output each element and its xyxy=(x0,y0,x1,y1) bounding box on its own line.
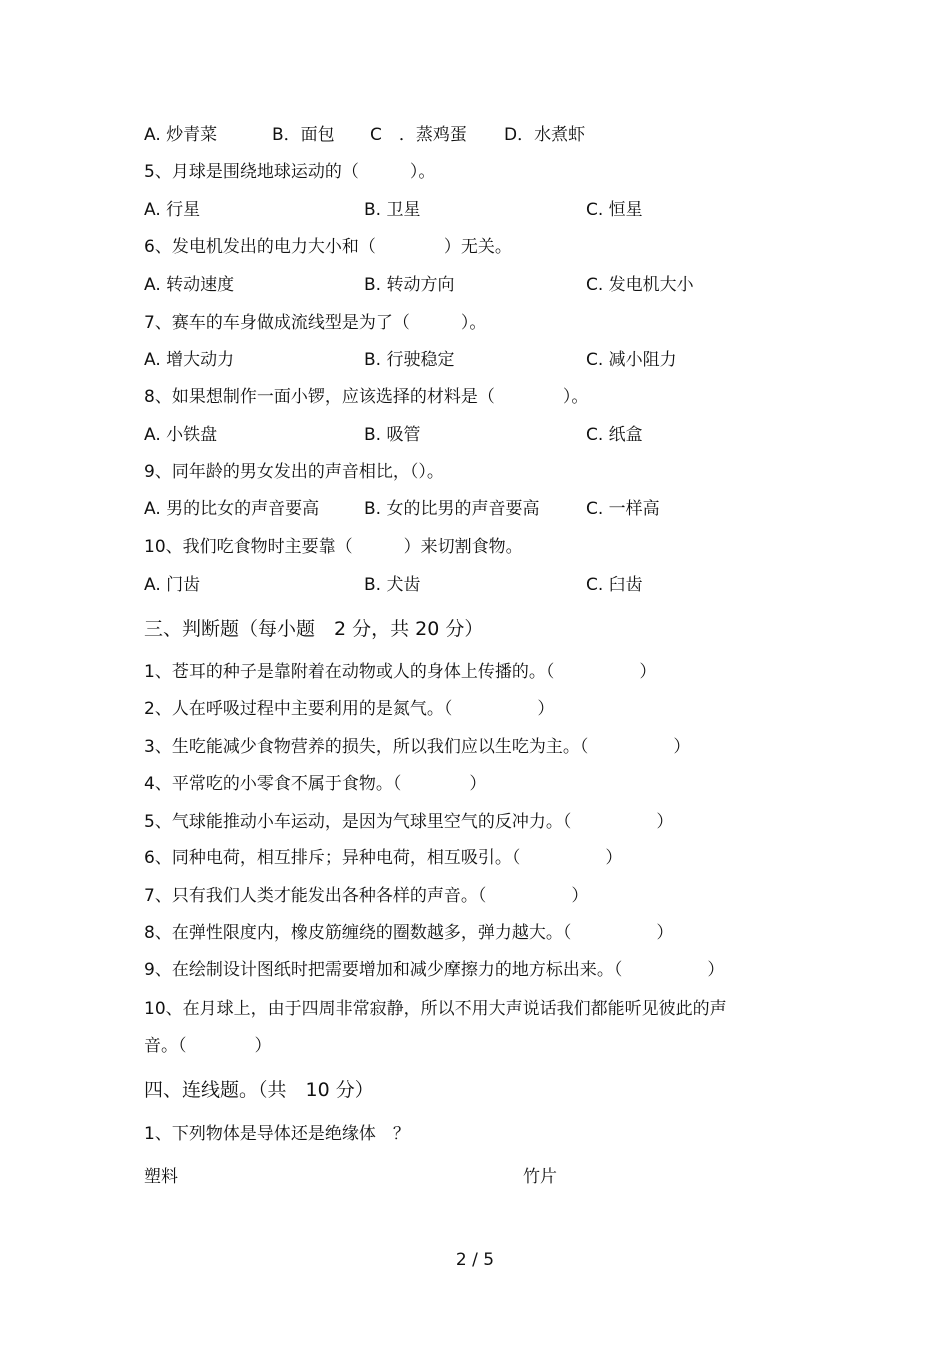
q8-option-c: C. 纸盒 xyxy=(586,425,643,445)
judge-item-1: 1、苍耳的种子是靠附着在动物或人的身体上传播的。（ ） xyxy=(144,662,657,682)
section-4-title: 四、连线题。（共 10 分） xyxy=(144,1079,374,1101)
match-question: 1、下列物体是导体还是绝缘体 ？ xyxy=(144,1124,410,1144)
judge-item-6: 6、同种电荷，相互排斥；异种电荷，相互吸引。（ ） xyxy=(144,848,623,868)
question-10: 10、我们吃食物时主要靠（ ）来切割食物。 xyxy=(144,537,523,557)
judge-item-8: 8、在弹性限度内，橡皮筋缠绕的圈数越多，弹力越大。（ ） xyxy=(144,923,674,943)
page-number: 2 / 5 xyxy=(455,1250,495,1270)
q4-option-b: B．面包 xyxy=(272,125,335,145)
question-8: 8、如果想制作一面小锣，应该选择的材料是（ ）。 xyxy=(144,387,589,407)
q8-option-b: B. 吸管 xyxy=(364,425,421,445)
q9-option-a: A. 男的比女的声音要高 xyxy=(144,499,320,519)
q4-option-c: C ．蒸鸡蛋 xyxy=(370,125,467,145)
q9-option-b: B. 女的比男的声音要高 xyxy=(364,499,540,519)
q6-option-a: A. 转动速度 xyxy=(144,275,235,295)
judge-item-5: 5、气球能推动小车运动，是因为气球里空气的反冲力。（ ） xyxy=(144,812,674,832)
q10-option-a: A. 门齿 xyxy=(144,575,201,595)
match-left-item: 塑料 xyxy=(144,1167,178,1187)
judge-item-7: 7、只有我们人类才能发出各种各样的声音。（ ） xyxy=(144,886,589,906)
q9-option-c: C. 一样高 xyxy=(586,499,660,519)
match-right-item: 竹片 xyxy=(523,1167,557,1187)
judge-item-3: 3、生吃能减少食物营养的损失，所以我们应以生吃为主。（ ） xyxy=(144,737,691,757)
q4-option-a: A. 炒青菜 xyxy=(144,125,218,145)
q5-option-c: C. 恒星 xyxy=(586,200,643,220)
question-6: 6、发电机发出的电力大小和（ ）无关。 xyxy=(144,237,512,257)
judge-item-10: 10、在月球上，由于四周非常寂静，所以不用大声说话我们都能听见彼此的声 xyxy=(144,999,727,1019)
q7-option-c: C. 减小阻力 xyxy=(586,350,677,370)
q4-option-d: D．水煮虾 xyxy=(504,125,586,145)
question-5: 5、月球是围绕地球运动的（ ）。 xyxy=(144,162,436,182)
q7-option-a: A. 增大动力 xyxy=(144,350,235,370)
judge-item-2: 2、人在呼吸过程中主要利用的是氮气。（ ） xyxy=(144,699,555,719)
q5-option-b: B. 卫星 xyxy=(364,200,421,220)
q5-option-a: A. 行星 xyxy=(144,200,201,220)
question-9: 9、同年龄的男女发出的声音相比，（）。 xyxy=(144,462,444,482)
judge-item-9: 9、在绘制设计图纸时把需要增加和减少摩擦力的地方标出来。（ ） xyxy=(144,960,725,980)
q7-option-b: B. 行驶稳定 xyxy=(364,350,455,370)
question-7: 7、赛车的车身做成流线型是为了（ ）。 xyxy=(144,313,487,333)
q10-option-c: C. 臼齿 xyxy=(586,575,643,595)
q6-option-c: C. 发电机大小 xyxy=(586,275,694,295)
q10-option-b: B. 犬齿 xyxy=(364,575,421,595)
q6-option-b: B. 转动方向 xyxy=(364,275,455,295)
judge-item-10-cont: 音。（ ） xyxy=(144,1036,272,1056)
section-3-title: 三、判断题（每小题 2 分，共 20 分） xyxy=(144,618,484,640)
judge-item-4: 4、平常吃的小零食不属于食物。（ ） xyxy=(144,774,487,794)
q8-option-a: A. 小铁盘 xyxy=(144,425,218,445)
